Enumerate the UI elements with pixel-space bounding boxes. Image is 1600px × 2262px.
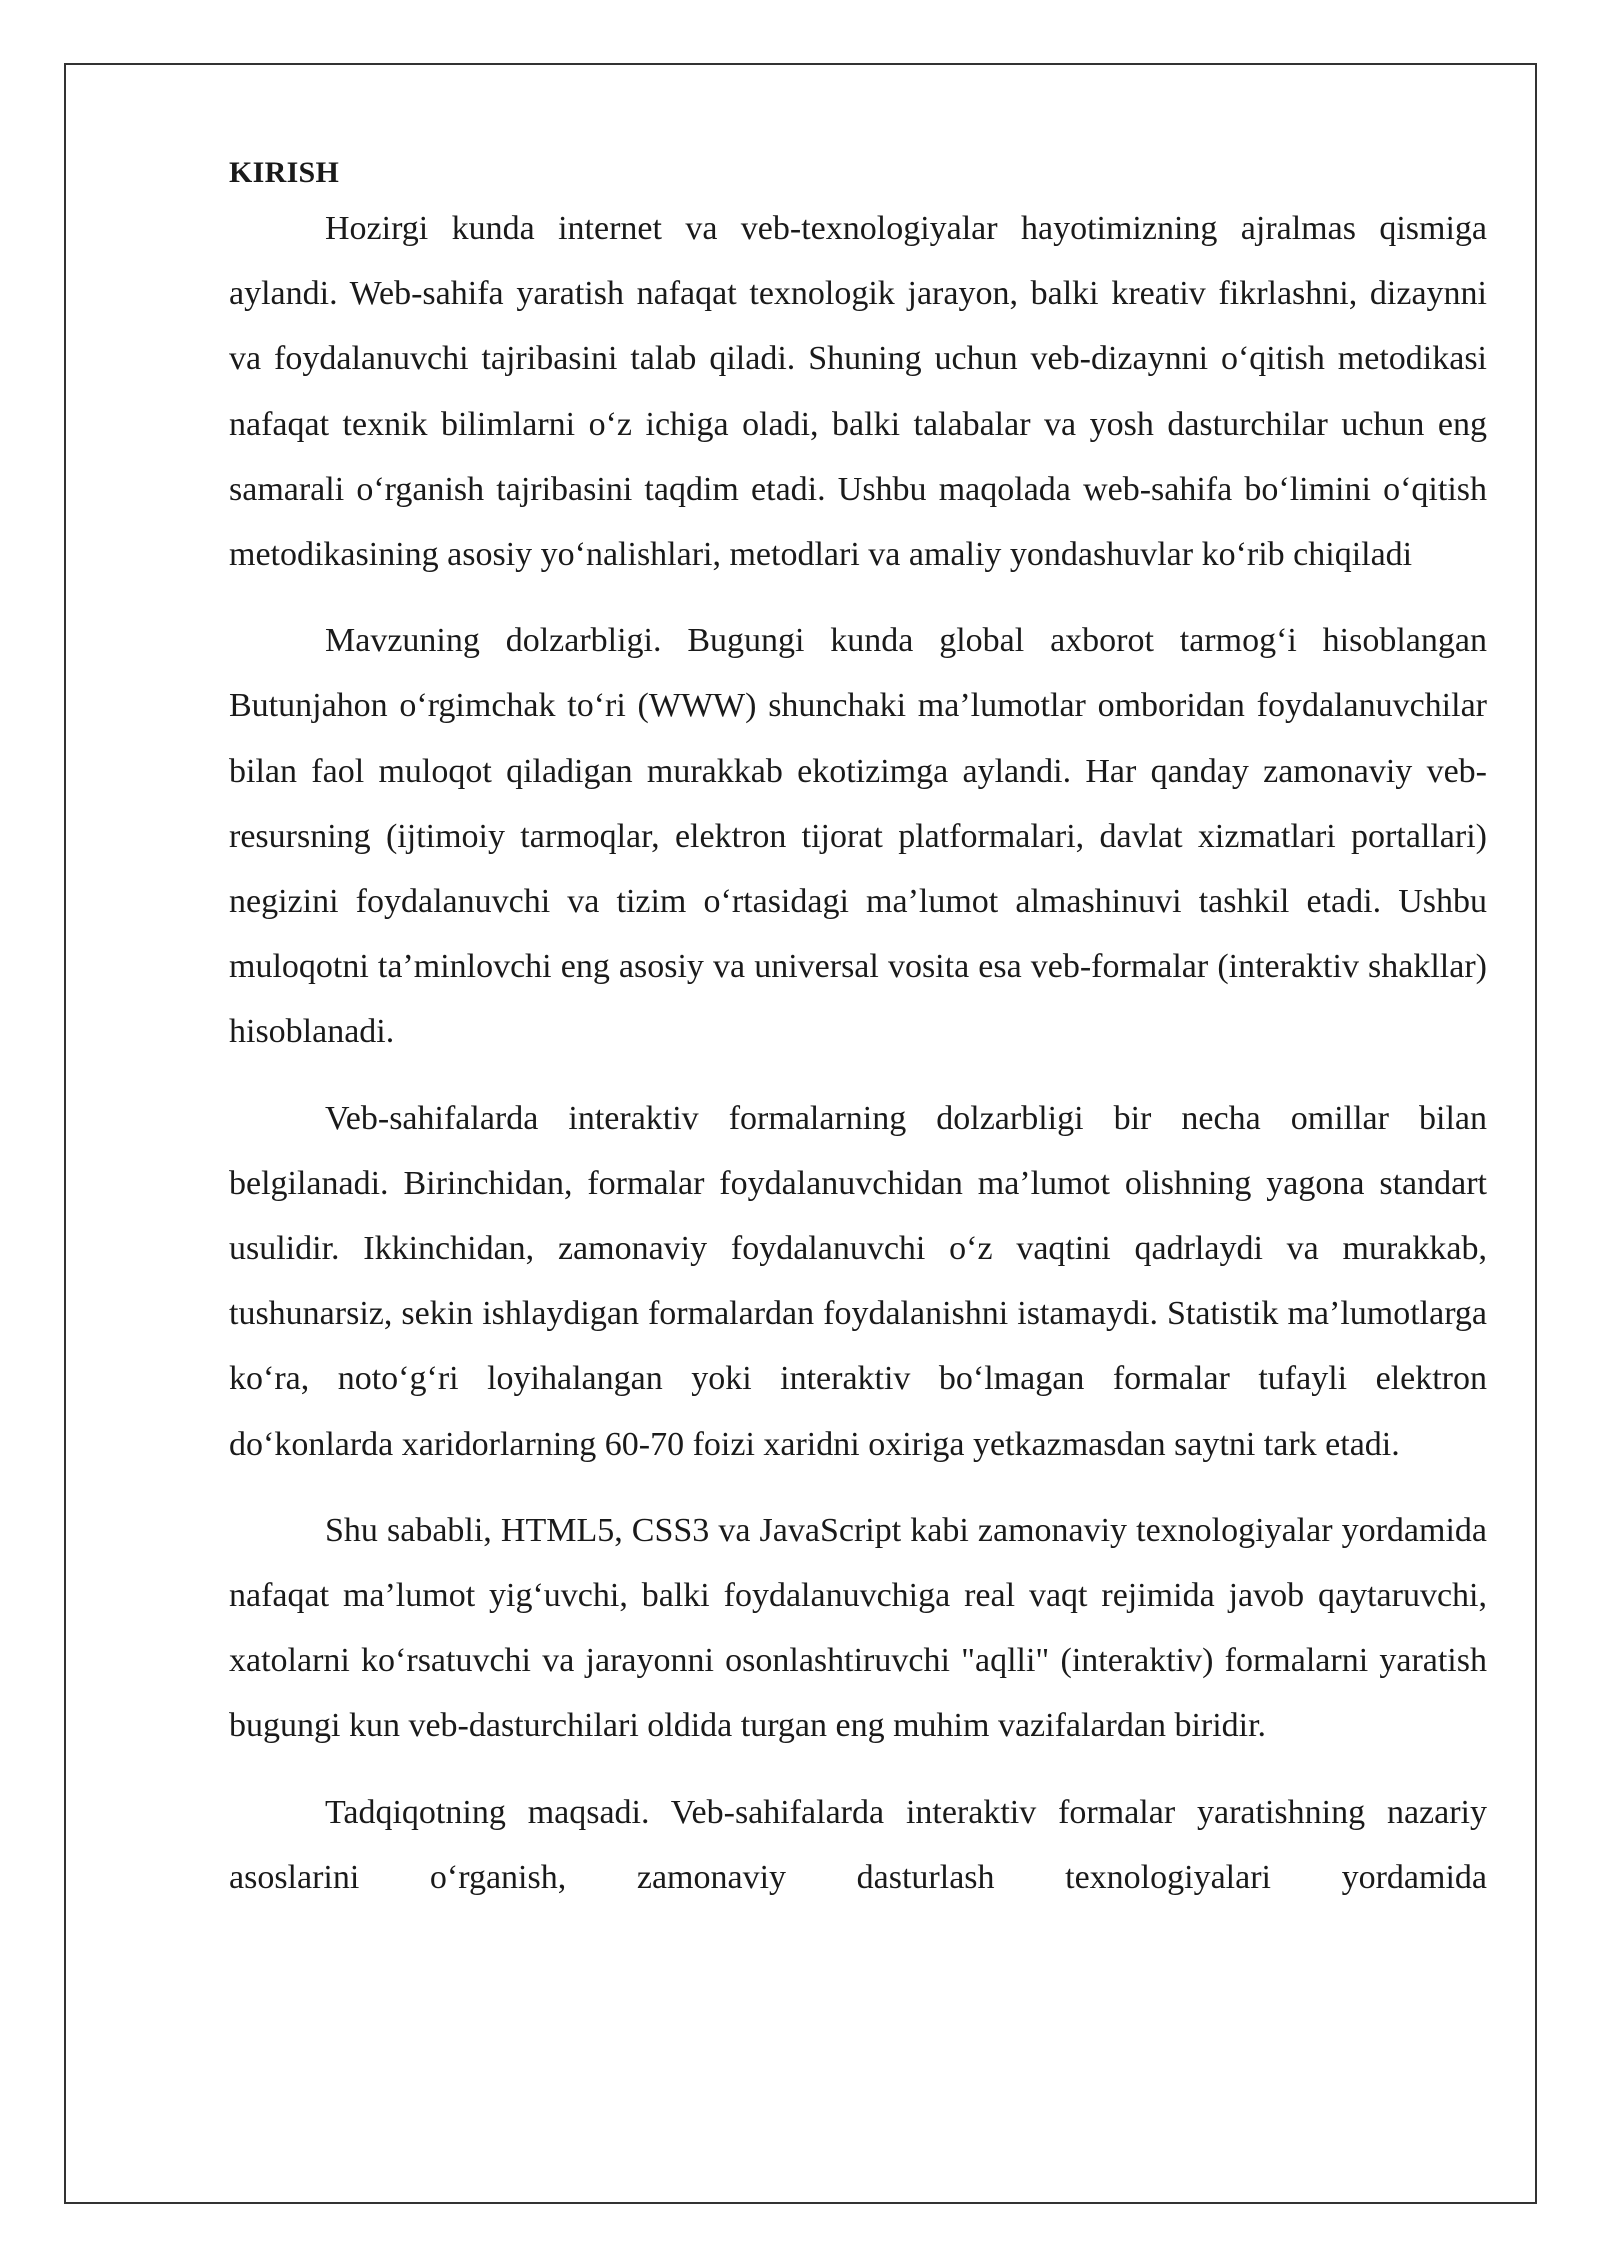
document-body <box>229 150 1487 1910</box>
paragraph-form-importance: Veb-sahifalarda interaktiv formalarning dolzarbligi bir necha omillar bilan belgilanadi. Birinchidan, formalar foydalanuvchidan ma’lumot olishning yagona standart usulidir. Ikkinchidan, zamonaviy foydalanuvchi o‘z vaqtini qadrlaydi va murakkab, tushunarsiz, sekin ishlaydigan formalardan foydalanishni istamaydi. Statistik ma’lumotlarga ko‘ra, noto‘g‘ri loyihalangan yoki interaktiv bo‘lmagan formalar tufayli elektron do‘konlarda xaridorlarning 60-70 foizi xaridni oxiriga yetkazmasdan saytni tark etadi. <box>229 1099 1487 1463</box>
section-heading: KIRISH <box>229 156 340 189</box>
paragraph-intro: Hozirgi kunda internet va veb-texnologiyalar hayotimizning ajralmas qismiga aylandi. Web-sahifa yaratish nafaqat texnologik jarayon, balki kreativ fikrlashni, dizaynni va foydalanuvchi tajribasini talab qiladi. Shuning uchun veb-dizaynni o‘qitish metodikasi nafaqat texnik bilimlarni o‘z ichiga oladi, balki talabalar va yosh dasturchilar uchun eng samarali o‘rganish tajribasini taqdim etadi. Ushbu maqolada web-sahifa bo‘limini o‘qitish metodikasining asosiy yo‘nalishlari, metodlari va amaliy yondashuvlar ko‘rib chiqiladi <box>229 210 1487 574</box>
paragraph-research-goal: Tadqiqotning maqsadi. Veb-sahifalarda interaktiv formalar yaratishning nazariy asoslarini o‘rganish, zamonaviy dasturlash texnologiyalari yordamida <box>229 1793 1487 1896</box>
paragraph-relevance: Mavzuning dolzarbligi. Bugungi kunda global axborot tarmog‘i hisoblangan Butunjahon o‘rgimchak to‘ri (WWW) shunchaki ma’lumotlar omboridan foydalanuvchilar bilan faol muloqot qiladigan murakkab ekotizimga aylandi. Har qanday zamonaviy veb-resursning (ijtimoiy tarmoqlar, elektron tijorat platformalari, davlat xizmatlari portallari) negizini foydalanuvchi va tizim o‘rtasidagi ma’lumot almashinuvi tashkil etadi. Ushbu muloqotni ta’minlovchi eng asosiy va universal vosita esa veb-formalar (interaktiv shakllar) hisoblanadi. <box>229 622 1487 1051</box>
paragraph-technologies: Shu sababli, HTML5, CSS3 va JavaScript kabi zamonaviy texnologiyalar yordamida nafaqat ma’lumot yig‘uvchi, balki foydalanuvchiga real vaqt rejimida javob qaytaruvchi, xatolarni ko‘rsatuvchi va jarayonni osonlashtiruvchi "aqlli" (interaktiv) formalarni yaratish bugungi kun veb-dasturchilari oldida turgan eng muhim vazifalardan biridir. <box>229 1511 1487 1745</box>
